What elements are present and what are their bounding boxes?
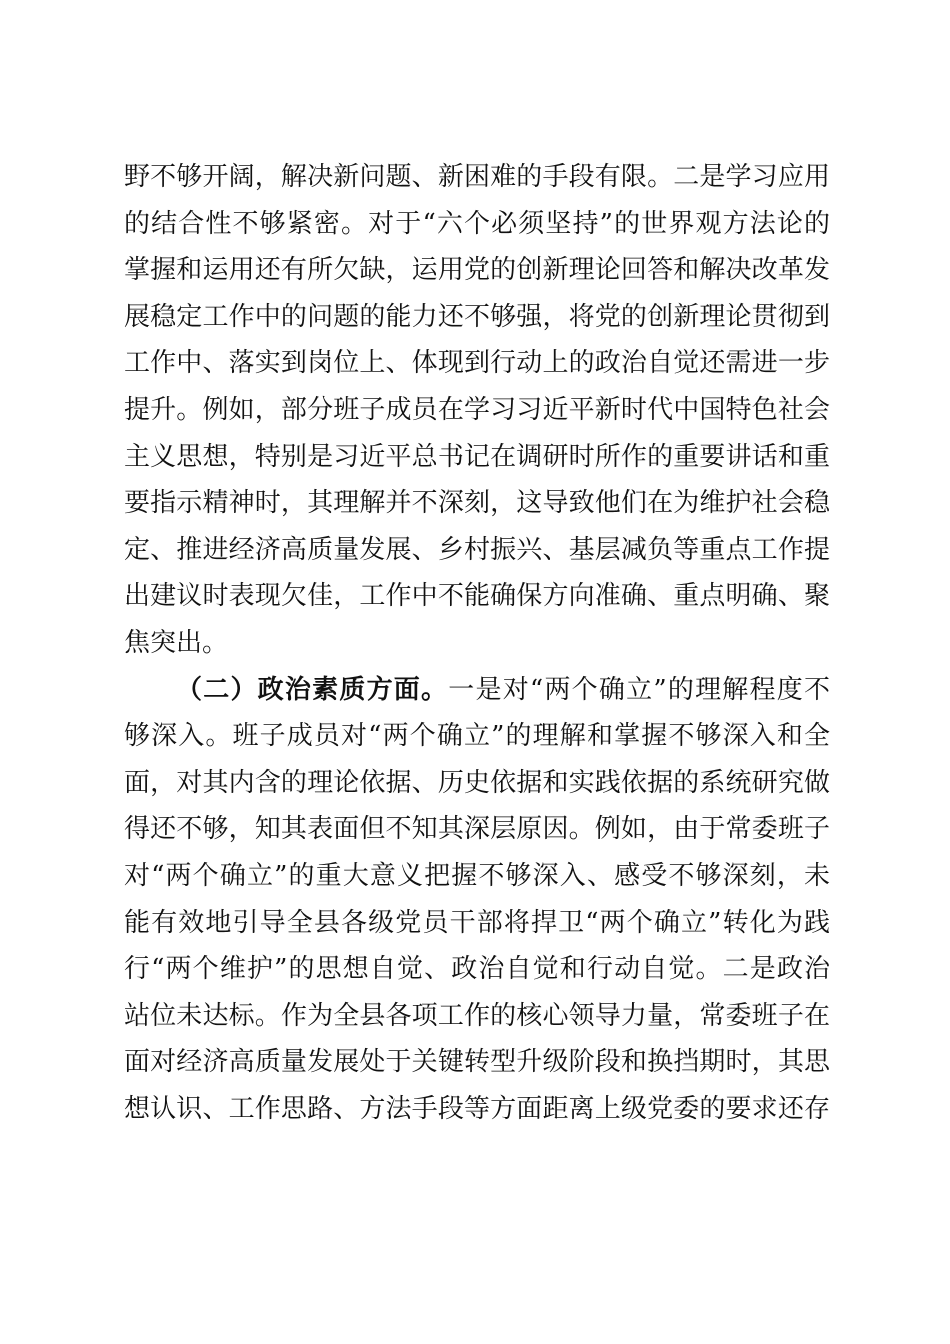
text-line: 站位未达标。作为全县各项工作的核心领导力量，常委班子在 <box>124 1000 830 1031</box>
text-line: 主义思想，特别是习近平总书记在调研时所作的重要讲话和重 <box>124 441 830 472</box>
text-line: 够深入。班子成员对“两个确立”的理解和掌握不够深入和全 <box>124 721 830 752</box>
text-line: 面，对其内含的理论依据、历史依据和实践依据的系统研究做 <box>124 767 830 798</box>
section-heading: （二）政治素质方面。 <box>176 674 449 705</box>
text-line: 要指示精神时，其理解并不深刻，这导致他们在为维护社会稳 <box>124 488 830 519</box>
text-line: 掌握和运用还有所欠缺，运用党的创新理论回答和解决改革发 <box>124 255 830 286</box>
document-body <box>124 154 830 1132</box>
paragraph-1 <box>124 154 830 667</box>
text-line: 展稳定工作中的问题的能力还不够强，将党的创新理论贯彻到 <box>124 301 830 332</box>
text-line: 得还不够，知其表面但不知其深层原因。例如，由于常委班子 <box>124 814 830 845</box>
text-line: 提升。例如，部分班子成员在学习习近平新时代中国特色社会 <box>124 394 830 425</box>
text-line: 想认识、工作思路、方法手段等方面距离上级党委的要求还存 <box>124 1093 830 1124</box>
text-line: 出建议时表现欠佳，工作中不能确保方向准确、重点明确、聚 <box>124 581 830 612</box>
text-line-fragment: 一是对“两个确立”的理解程度不 <box>448 674 830 705</box>
text-line: 的结合性不够紧密。对于“六个必须坚持”的世界观方法论的 <box>124 208 830 239</box>
text-line: 行“两个维护”的思想自觉、政治自觉和行动自觉。二是政治 <box>124 954 830 985</box>
text-line: 能有效地引导全县各级党员干部将捍卫“两个确立”转化为践 <box>124 907 830 938</box>
text-line: 工作中、落实到岗位上、体现到行动上的政治自觉还需进一步 <box>124 348 830 379</box>
text-line: 野不够开阔，解决新问题、新困难的手段有限。二是学习应用 <box>124 162 830 192</box>
paragraph-2 <box>124 667 830 1133</box>
paragraph-2-first-line <box>124 667 830 714</box>
text-line: 焦突出。 <box>124 627 229 658</box>
text-line: 面对经济高质量发展处于关键转型升级阶段和换挡期时，其思 <box>124 1047 830 1078</box>
text-line: 对“两个确立”的重大意义把握不够深入、感受不够深刻，未 <box>124 860 830 891</box>
text-line: 定、推进经济高质量发展、乡村振兴、基层减负等重点工作提 <box>124 534 830 565</box>
